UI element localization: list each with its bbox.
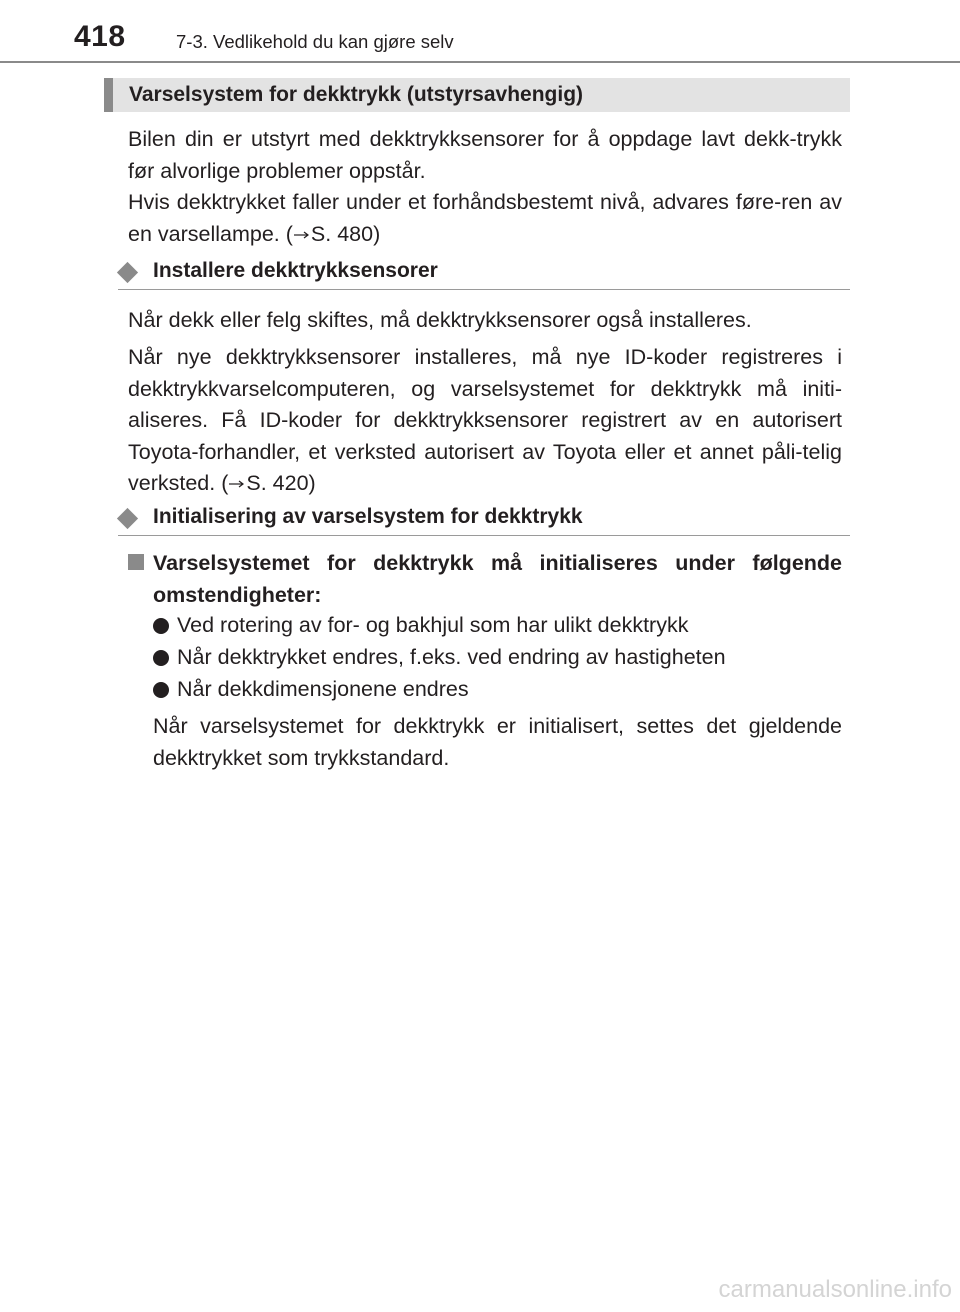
list-item [153,642,842,674]
condition-heading-label: Varselsystemet for dekktrykk må initialiseres under følgende omstendigheter: [153,551,842,607]
closing-paragraph: Når varselsystemet for dekktrykk er initialisert, settes det gjeldende dekktrykket som trykkstandard. [153,714,842,770]
page-number: 418 [74,20,126,53]
diamond-icon [117,262,138,283]
registration-paragraph [128,342,842,500]
registration-paragraph-text: Når nye dekktrykksensorer installeres, må nye ID-koder registreres i dekktrykkvarselcomputeren, og varselsystemet for dekktrykk må initi-aliseres. Få ID-koder for dekktrykksensorer registrert av en autorisert Toyota-forhandler, et verksted autorisert av Toyota eller et annet påli-telig verksted. ( [128,345,842,495]
list-item [153,610,842,642]
header-divider [0,61,960,63]
filled-circle-icon [153,618,169,634]
filled-circle-icon [153,650,169,666]
list-item [153,674,842,706]
arrow-right-icon [294,231,310,239]
watermark: carmanualsonline.info [718,1276,952,1303]
warning-paragraph [128,187,842,250]
chapter-title: 7-3. Vedlikehold du kan gjøre selv [176,31,454,52]
intro-paragraph: Bilen din er utstyrt med dekktrykksensorer for å oppdage lavt dekk-trykk før alvorlige problemer oppstår. [128,127,842,183]
list-item-label: Ved rotering av for- og bakhjul som har ulikt dekktrykk [177,613,689,637]
page-header [0,0,960,62]
filled-circle-icon [153,682,169,698]
diamond-icon [117,508,138,529]
list-item-label: Når dekkdimensjonene endres [177,677,469,701]
list-item-label: Når dekktrykket endres, f.eks. ved endring av hastigheten [177,645,726,669]
section-heading-bar [104,78,850,112]
subheading-install-sensors [118,259,850,290]
install-paragraph: Når dekk eller felg skiftes, må dekktrykksensorer også installeres. [128,308,752,332]
arrow-right-icon [229,480,245,488]
page-reference-link[interactable]: S. 480) [310,221,381,246]
condition-heading [128,548,842,611]
square-icon [128,554,144,570]
page-reference-link[interactable]: S. 420) [246,471,316,495]
section-title: Varselsystem for dekktrykk (utstyrsavhengig) [129,83,584,106]
subheading-label: Installere dekktrykksensorer [153,259,438,282]
subheading-label: Initialisering av varselsystem for dekktrykk [153,505,583,528]
warning-paragraph-text: Hvis dekktrykket faller under et forhåndsbestemt nivå, advares føre-ren av en varsellampe. ( [128,190,842,246]
section-accent [104,78,113,112]
subheading-initialization [118,505,850,536]
